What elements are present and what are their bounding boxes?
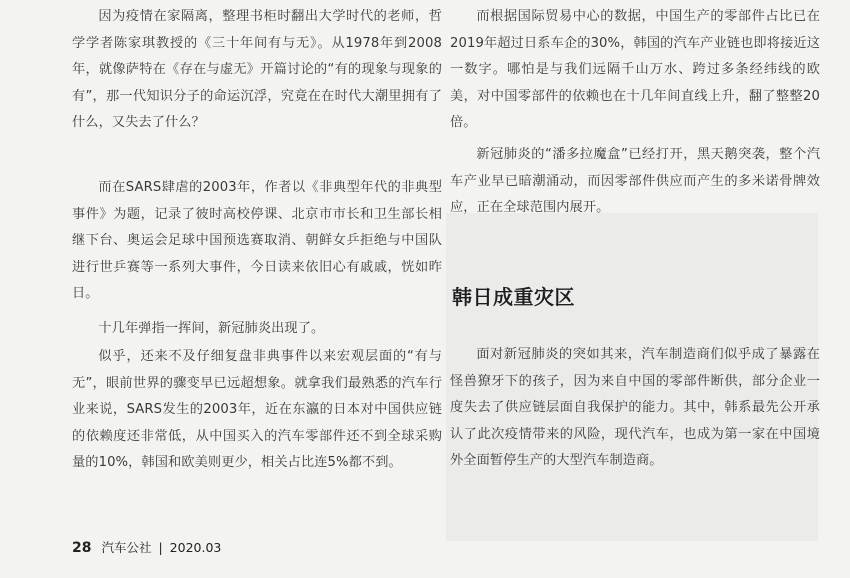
paragraph: 新冠肺炎的“潘多拉魔盒”已经打开，黑天鹅突袭，整个汽车产业早已暗潮涌动，而因零部件供应而产生的多米诺骨牌效应，正在全球范围内展开。 (450, 147, 820, 216)
footer-separator: | (158, 540, 163, 555)
issue-date: 2020.03 (169, 540, 222, 555)
paragraph: 十几年弹指一挥间，新冠肺炎出现了。 (98, 321, 325, 336)
paragraph: 似乎，还来不及仔细复盘非典事件以来宏观层面的“有与无”，眼前世界的骤变早已远超想象。就拿我们最熟悉的汽车行业来说，SARS发生的2003年，近在东瀛的日本对中国供应链的依赖度还非常低，从中国买入的汽车零部件还不到全球采购量的10%，韩国和欧美则更少，相关占比连5%都不到。 (72, 349, 442, 471)
page-number: 28 (72, 540, 92, 556)
page-footer (72, 538, 221, 556)
section-heading: 韩日成重灾区 (452, 285, 575, 309)
publication-name: 汽车公社 (101, 540, 152, 555)
paragraph: 因为疫情在家隔离，整理书柜时翻出大学时代的老师，哲学学者陈家琪教授的《三十年间有与无》。从1978年到2008年，就像萨特在《存在与虚无》开篇讨论的“有的现象与现象的有”，那一代知识分子的命运沉浮，究竟在在时代大潮里拥有了什么，又失去了什么？ (72, 9, 442, 131)
paragraph: 而根据国际贸易中心的数据，中国生产的零部件占比已在2019年超过日系车企的30%，韩国的汽车产业链也即将接近这一数字。哪怕是与我们远隔千山万水、跨过多条经纬线的欧美，对中国零部件的依赖也在十几年间直线上升，翻了整整20倍。 (450, 9, 820, 131)
paragraph: 而在SARS肆虐的2003年，作者以《非典型年代的非典型事件》为题，记录了彼时高校停课、北京市市长和卫生部长相继下台、奥运会足球中国预选赛取消、朝鲜女乒拒绝与中国队进行世乒赛等一系列大事件，今日读来依旧心有戚戚，恍如昨日。 (72, 180, 442, 302)
paragraph: 面对新冠肺炎的突如其来，汽车制造商们似乎成了暴露在怪兽獠牙下的孩子，因为来自中国的零部件断供，部分企业一度失去了供应链层面自我保护的能力。其中，韩系最先公开承认了此次疫情带来的风险，现代汽车，也成为第一家在中国境外全面暂停生产的大型汽车制造商。 (450, 347, 820, 469)
